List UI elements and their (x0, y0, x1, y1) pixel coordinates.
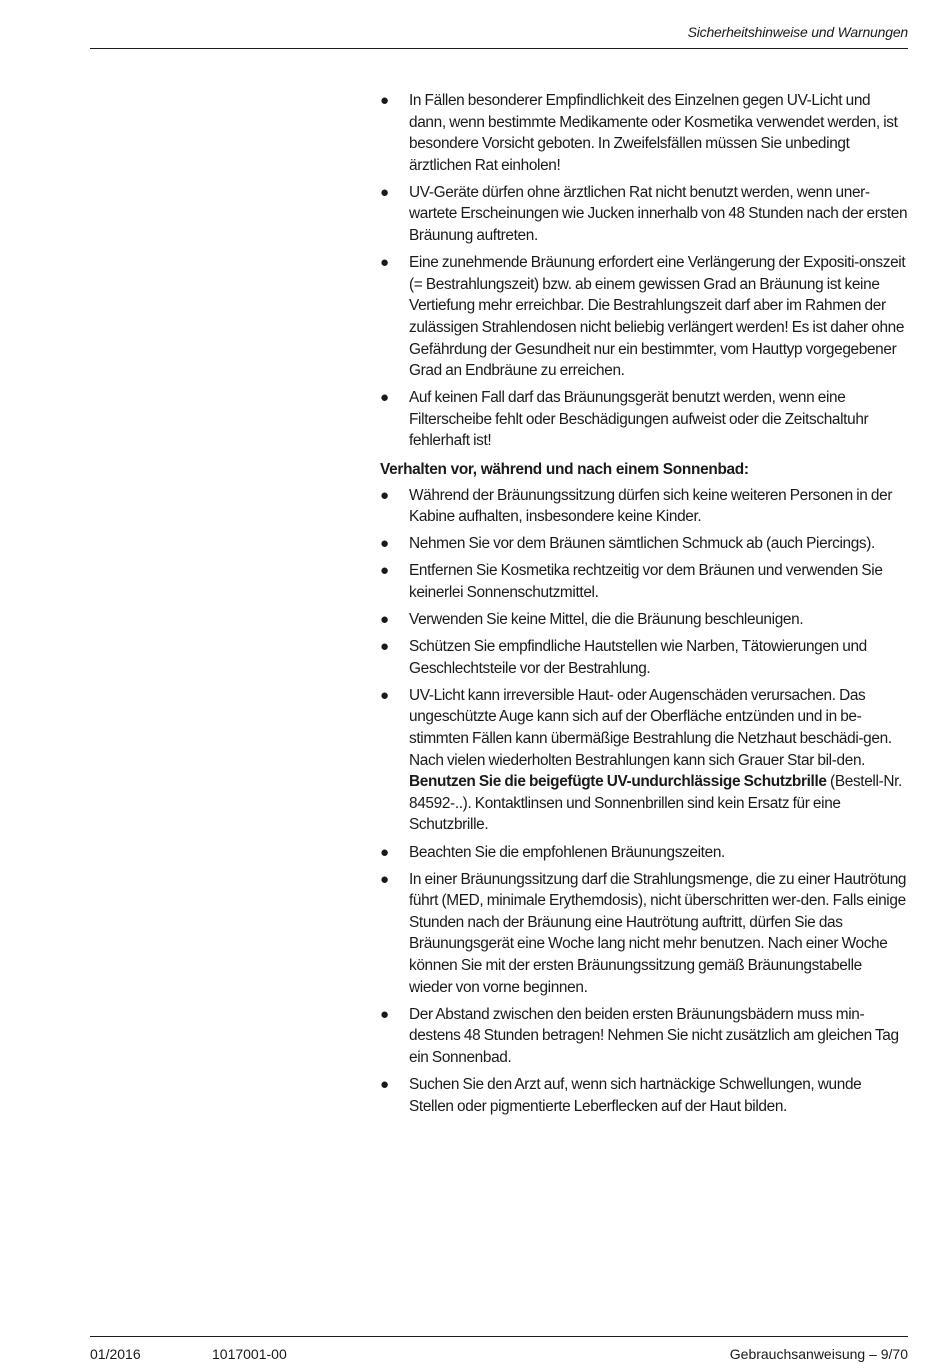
list-item-text: Während der Bräunungssitzung dürfen sich keine weiteren Personen in der Kabine aufhalten, insbesondere keine Kinder. (409, 486, 893, 526)
bullet-icon: ● (380, 843, 389, 861)
footer-date: 01/2016 (90, 1346, 141, 1362)
list-item-text: Beachten Sie die empfohlenen Bräunungszeiten. (409, 843, 725, 861)
section-heading: Verhalten vor, während und nach einem Sonnenbad: (380, 461, 749, 478)
bullet-icon: ● (380, 535, 389, 553)
bullet-icon: ● (380, 1005, 389, 1023)
footer-doc-number: 1017001-00 (212, 1346, 287, 1362)
list-item (380, 560, 908, 603)
list-item-text: UV-Geräte dürfen ohne ärztlichen Rat nicht benutzt werden, wenn uner-wartete Erscheinungen wie Jucken innerhalb von 48 Stunden nach der ersten Bräunung auftreten. (409, 183, 908, 245)
list-item (380, 609, 908, 631)
main-content (380, 90, 908, 1123)
bullet-icon: ● (380, 254, 389, 272)
list-item-text: Auf keinen Fall darf das Bräunungsgerät benutzt werden, wenn eine Filterscheibe fehlt oder Beschädigungen aufweist oder die Zeitschaltuhr fehlerhaft ist! (409, 389, 869, 450)
bullet-icon: ● (380, 389, 389, 407)
list-item-text: Der Abstand zwischen den beiden ersten Bräunungsbädern muss min-destens 48 Stunden betragen! Nehmen Sie nicht zusätzlich am gleichen Tag ein Sonnenbad. (409, 1005, 899, 1066)
list-item-text: Eine zunehmende Bräunung erfordert eine Verlängerung der Expositi-onszeit (= Bestrahlungszeit) bzw. ab einem gewissen Grad an Bräunung ist keine Vertiefung mehr erreichbar. Die Bestrahlungszeit darf aber im Rahmen der zulässigen Strahlendosen nicht beliebig verlängert werden! Es ist daher ohne Gefährdung der Gesundheit nur ein bestimmter, vom Hauttyp vorgegebener Grad an Endbräune zu erreichen. (409, 254, 906, 380)
footer-page-info: Gebrauchsanweisung – 9/70 (729, 1346, 908, 1362)
list-item-text: Verwenden Sie keine Mittel, die die Bräunung beschleunigen. (409, 611, 804, 629)
bullet-icon: ● (380, 611, 389, 629)
header-title: Sicherheitshinweise und Warnungen (687, 24, 908, 40)
uv-text-after: (Bestell-Nr. 84592-..). Kontaktlinsen und Sonnenbrillen sind kein Ersatz für eine Schutzbrille. (409, 773, 902, 834)
list-item-text: In Fällen besonderer Empfindlichkeit des Einzelnen gegen UV-Licht und dann, wenn bestimmte Medikamente oder Kosmetika verwendet werden, ist besondere Vorsicht geboten. In Zweifelsfällen müssen Sie unbedingt ärztlichen Rat einholen! (409, 92, 898, 174)
uv-text-bold: Benutzen Sie die beigefügte UV-undurchlässige Schutzbrille (409, 773, 827, 791)
bullet-icon: ● (380, 183, 389, 201)
list-item (380, 90, 908, 176)
bullet-icon: ● (380, 486, 389, 504)
list-item-text: Suchen Sie den Arzt auf, wenn sich hartnäckige Schwellungen, wunde Stellen oder pigmentierte Leberflecken auf der Haut bilden. (409, 1075, 862, 1115)
warnings-list (380, 90, 908, 452)
list-item (380, 1004, 908, 1069)
list-item-text: In einer Bräunungssitzung darf die Strahlungsmenge, die zu einer Hautrötung führt (MED, minimale Erythemdosis), nicht überschritten wer-den. Falls einige Stunden nach der Bräunung eine Hautrötung auftritt, dürfen Sie das Bräunungsgerät eine Woche lang nicht mehr benutzen. Nach einer Woche können Sie mit der ersten Bräunungssitzung gemäß Bräunungstabelle wieder von vorne beginnen. (409, 870, 907, 996)
page-footer (90, 1336, 908, 1363)
list-item-text: Schützen Sie empfindliche Hautstellen wie Narben, Tätowierungen und Geschlechtsteile vor der Bestrahlung. (409, 638, 867, 677)
uv-text-before: UV-Licht kann irreversible Haut- oder Augenschäden verursachen. Das ungeschützte Auge kann sich auf der Oberfläche entzünden und in be-stimmten Fällen kann übermäßige Bestrahlung die Netzhaut beschädi-gen. Nach vielen wiederholten Bestrahlungen kann sich Grauer Star bil-den. (409, 686, 892, 769)
list-item (380, 485, 908, 528)
list-item-uv-warning (380, 685, 908, 836)
list-item (380, 636, 908, 679)
list-item (380, 252, 908, 382)
behavior-list (380, 485, 908, 1118)
bullet-icon: ● (380, 870, 389, 888)
list-item (380, 842, 908, 864)
list-item-text: Entfernen Sie Kosmetika rechtzeitig vor dem Bräunen und verwenden Sie keinerlei Sonnenschutzmittel. (409, 562, 883, 601)
list-item-text: Nehmen Sie vor dem Bräunen sämtlichen Schmuck ab (auch Piercings). (409, 535, 875, 553)
bullet-icon: ● (380, 686, 389, 704)
bullet-icon: ● (380, 638, 389, 656)
bullet-icon: ● (380, 1075, 389, 1093)
bullet-icon: ● (380, 562, 389, 580)
list-item (380, 533, 908, 555)
list-item (380, 869, 908, 999)
bullet-icon: ● (380, 92, 389, 109)
list-item (380, 1074, 908, 1117)
list-item (380, 182, 908, 247)
list-item (380, 387, 908, 452)
page-header (90, 22, 908, 49)
